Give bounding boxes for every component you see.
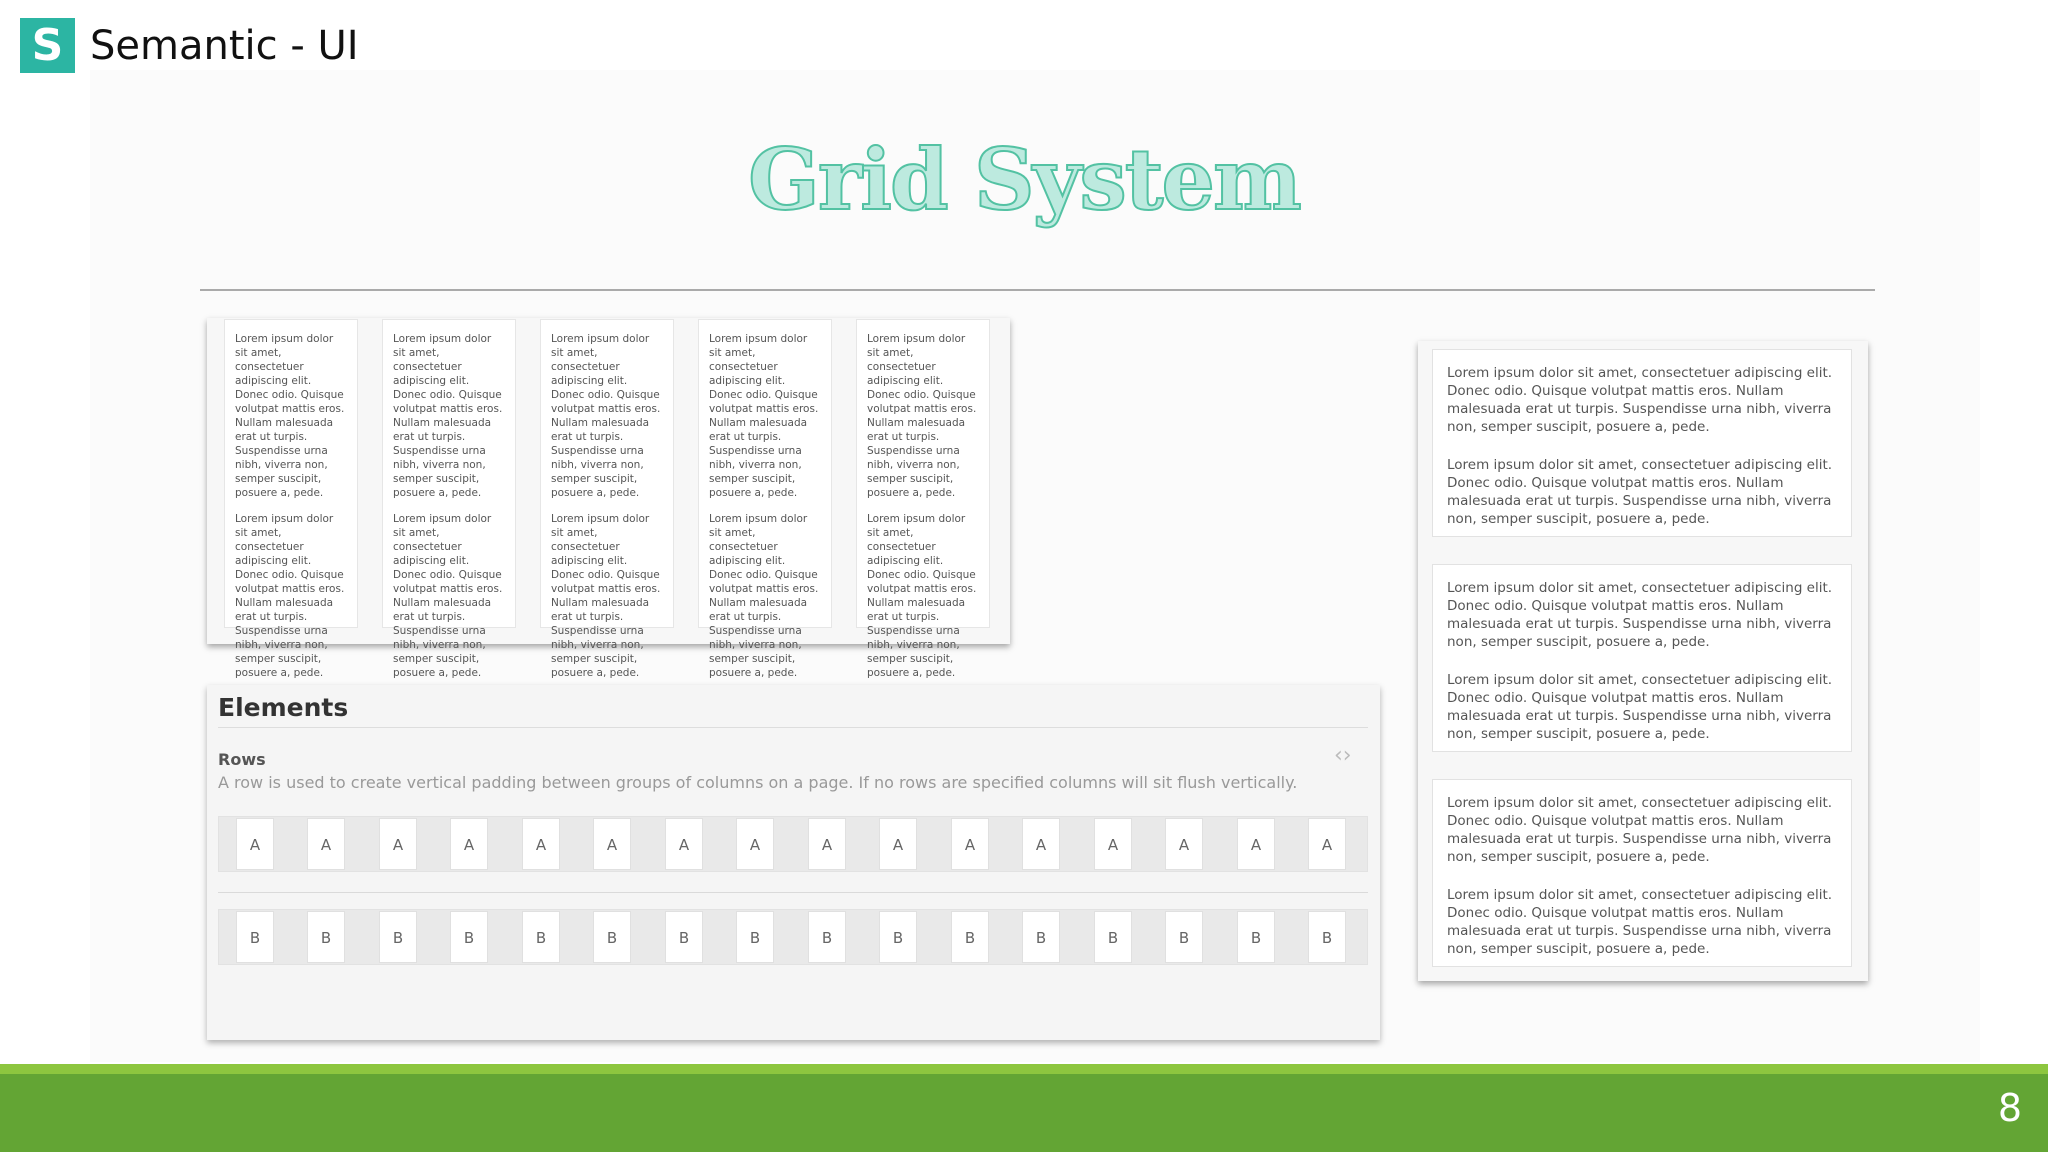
- grid-cell: A: [879, 818, 917, 870]
- grid-cell: B: [808, 911, 846, 963]
- grid-cell: B: [951, 911, 989, 963]
- column-paragraph: Lorem ipsum dolor sit amet, consectetuer adipiscing elit. Donec odio. Quisque volutpat mattis eros. Nullam malesuada erat ut turpis. Suspendisse urna nibh, viverra non, semper suscipit, posuere a, pede.: [235, 333, 345, 499]
- grid-row-a: [218, 816, 1368, 872]
- grid-cell: A: [1308, 818, 1346, 870]
- segment-paragraph: Lorem ipsum dolor sit amet, consectetuer adipiscing elit. Donec odio. Quisque volutpat mattis eros. Nullam malesuada erat ut turpis. Suspendisse urna nibh, viverra non, semper suscipit, posuere a, pede.: [1447, 365, 1833, 435]
- grid-cell: B: [522, 911, 560, 963]
- column-paragraph: Lorem ipsum dolor sit amet, consectetuer adipiscing elit. Donec odio. Quisque volutpat mattis eros. Nullam malesuada erat ut turpis. Suspendisse urna nibh, viverra non, semper suscipit, posuere a, pede.: [551, 513, 661, 679]
- segment: [1432, 779, 1852, 967]
- column-paragraph: Lorem ipsum dolor sit amet, consectetuer adipiscing elit. Donec odio. Quisque volutpat mattis eros. Nullam malesuada erat ut turpis. Suspendisse urna nibh, viverra non, semper suscipit, posuere a, pede.: [393, 333, 503, 499]
- grid-cell: B: [1094, 911, 1132, 963]
- grid-cell: B: [379, 911, 417, 963]
- grid-cell: A: [1165, 818, 1203, 870]
- grid-cell: A: [1022, 818, 1060, 870]
- grid-cell: B: [1165, 911, 1203, 963]
- grid-column: [856, 319, 990, 679]
- grid-cell: A: [593, 818, 631, 870]
- segment-paragraph: Lorem ipsum dolor sit amet, consectetuer adipiscing elit. Donec odio. Quisque volutpat mattis eros. Nullam malesuada erat ut turpis. Suspendisse urna nibh, viverra non, semper suscipit, posuere a, pede.: [1447, 795, 1833, 865]
- row-divider: [218, 892, 1368, 893]
- column-paragraph: Lorem ipsum dolor sit amet, consectetuer adipiscing elit. Donec odio. Quisque volutpat mattis eros. Nullam malesuada erat ut turpis. Suspendisse urna nibh, viverra non, semper suscipit, posuere a, pede.: [709, 333, 819, 499]
- title-divider: [200, 289, 1875, 291]
- segment-paragraph: Lorem ipsum dolor sit amet, consectetuer adipiscing elit. Donec odio. Quisque volutpat mattis eros. Nullam malesuada erat ut turpis. Suspendisse urna nibh, viverra non, semper suscipit, posuere a, pede.: [1447, 672, 1833, 742]
- segment: [1432, 564, 1852, 752]
- page-number: 8: [1997, 1086, 2022, 1130]
- column-paragraph: Lorem ipsum dolor sit amet, consectetuer adipiscing elit. Donec odio. Quisque volutpat mattis eros. Nullam malesuada erat ut turpis. Suspendisse urna nibh, viverra non, semper suscipit, posuere a, pede.: [235, 513, 345, 679]
- grid-column: [540, 319, 674, 679]
- elements-heading: Elements: [218, 693, 349, 722]
- segments-screenshot: [1418, 341, 1868, 981]
- grid-cell: A: [1094, 818, 1132, 870]
- grid-cell: B: [1237, 911, 1275, 963]
- segment-paragraph: Lorem ipsum dolor sit amet, consectetuer adipiscing elit. Donec odio. Quisque volutpat mattis eros. Nullam malesuada erat ut turpis. Suspendisse urna nibh, viverra non, semper suscipit, posuere a, pede.: [1447, 580, 1833, 650]
- grid-cell: A: [808, 818, 846, 870]
- column-paragraph: Lorem ipsum dolor sit amet, consectetuer adipiscing elit. Donec odio. Quisque volutpat mattis eros. Nullam malesuada erat ut turpis. Suspendisse urna nibh, viverra non, semper suscipit, posuere a, pede.: [393, 513, 503, 679]
- grid-cell: A: [450, 818, 488, 870]
- column-paragraph: Lorem ipsum dolor sit amet, consectetuer adipiscing elit. Donec odio. Quisque volutpat mattis eros. Nullam malesuada erat ut turpis. Suspendisse urna nibh, viverra non, semper suscipit, posuere a, pede.: [867, 333, 977, 499]
- segment-paragraph: Lorem ipsum dolor sit amet, consectetuer adipiscing elit. Donec odio. Quisque volutpat mattis eros. Nullam malesuada erat ut turpis. Suspendisse urna nibh, viverra non, semper suscipit, posuere a, pede.: [1447, 457, 1833, 527]
- elements-divider: [218, 727, 1368, 728]
- grid-cell: B: [736, 911, 774, 963]
- logo-letter: S: [31, 19, 64, 71]
- semantic-logo: [20, 18, 75, 73]
- grid-column: [382, 319, 516, 679]
- grid-cell: A: [522, 818, 560, 870]
- grid-column: [698, 319, 832, 679]
- code-icon[interactable]: ‹›: [1334, 743, 1352, 768]
- grid-cell: B: [1022, 911, 1060, 963]
- elements-rows-screenshot: [207, 685, 1380, 1040]
- column-paragraph: Lorem ipsum dolor sit amet, consectetuer adipiscing elit. Donec odio. Quisque volutpat mattis eros. Nullam malesuada erat ut turpis. Suspendisse urna nibh, viverra non, semper suscipit, posuere a, pede.: [709, 513, 819, 679]
- column-paragraph: Lorem ipsum dolor sit amet, consectetuer adipiscing elit. Donec odio. Quisque volutpat mattis eros. Nullam malesuada erat ut turpis. Suspendisse urna nibh, viverra non, semper suscipit, posuere a, pede.: [551, 333, 661, 499]
- grid-cell: B: [450, 911, 488, 963]
- rows-description: A row is used to create vertical padding between groups of columns on a page. If no rows are specified columns will sit flush vertically.: [218, 773, 1298, 792]
- footer-bar: [0, 1074, 2048, 1152]
- column-paragraph: Lorem ipsum dolor sit amet, consectetuer adipiscing elit. Donec odio. Quisque volutpat mattis eros. Nullam malesuada erat ut turpis. Suspendisse urna nibh, viverra non, semper suscipit, posuere a, pede.: [867, 513, 977, 679]
- slide-title: Grid System: [748, 130, 1300, 229]
- grid-columns-screenshot: [207, 318, 1010, 679]
- grid-cell: B: [593, 911, 631, 963]
- grid-cell: B: [236, 911, 274, 963]
- grid-cell: A: [951, 818, 989, 870]
- grid-cell: B: [879, 911, 917, 963]
- grid-cell: A: [379, 818, 417, 870]
- grid-cell: A: [736, 818, 774, 870]
- brand-title: Semantic - UI: [90, 23, 359, 69]
- segment: [1432, 349, 1852, 537]
- grid-cell: B: [665, 911, 703, 963]
- grid-cell: B: [307, 911, 345, 963]
- footer-accent-bar: [0, 1064, 2048, 1074]
- grid-cell: A: [1237, 818, 1275, 870]
- grid-cell: A: [307, 818, 345, 870]
- rows-heading: Rows: [218, 750, 266, 769]
- grid-column: [224, 319, 358, 679]
- segment-paragraph: Lorem ipsum dolor sit amet, consectetuer adipiscing elit. Donec odio. Quisque volutpat mattis eros. Nullam malesuada erat ut turpis. Suspendisse urna nibh, viverra non, semper suscipit, posuere a, pede.: [1447, 887, 1833, 957]
- grid-row-b: [218, 909, 1368, 965]
- grid-cell: B: [1308, 911, 1346, 963]
- grid-cell: A: [236, 818, 274, 870]
- grid-cell: A: [665, 818, 703, 870]
